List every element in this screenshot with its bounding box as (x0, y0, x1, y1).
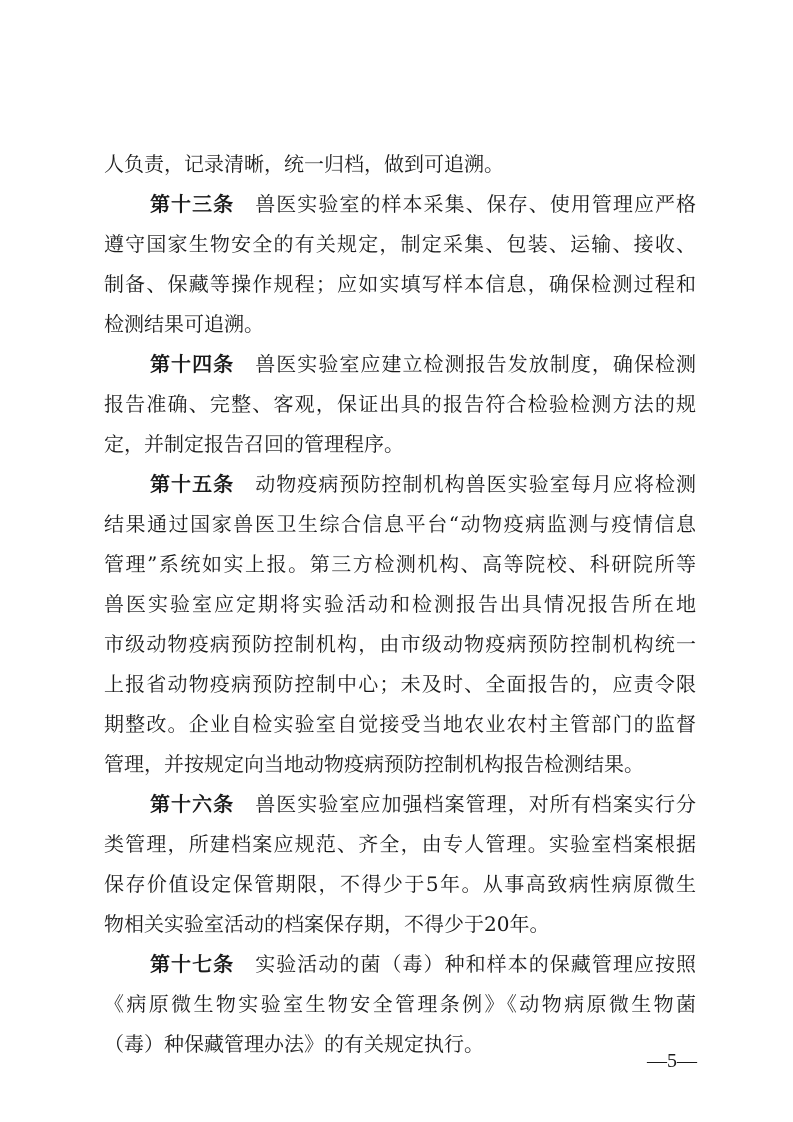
text-line: 遵守国家生物安全的有关规定，制定采集、包装、运输、接收、 (104, 232, 696, 256)
text-line: （毒）种保藏管理办法》的有关规定执行。 (104, 1032, 484, 1056)
text-line: 市级动物疫病预防控制机构，由市级动物疫病预防控制机构统一 (104, 632, 696, 656)
text-line: 《病原微生物实验室生物安全管理条例》《动物病原微生物菌 (104, 992, 696, 1016)
text-line: 管理，并按规定向当地动物疫病预防控制机构报告检测结果。 (104, 752, 644, 776)
text-line: 上报省动物疫病预防控制中心；未及时、全面报告的，应责令限 (104, 672, 696, 696)
article-13-heading: 第十三条 (150, 192, 235, 216)
text-line: 管理”系统如实上报。第三方检测机构、高等院校、科研院所等 (104, 552, 696, 576)
text-line: 兽医实验室应加强档案管理，对所有档案实行分 (255, 792, 697, 816)
text-line: 动物疫病预防控制机构兽医实验室每月应将检测 (255, 472, 697, 496)
text-line: 兽医实验室的样本采集、保存、使用管理应严格 (255, 192, 697, 216)
article-14-line (150, 344, 696, 384)
article-15-line (150, 464, 696, 504)
text-line: 人负责，记录清晰，统一归档，做到可追溯。 (104, 152, 504, 176)
text-line: 物相关实验室活动的档案保存期，不得少于20年。 (104, 912, 550, 936)
text-line: 兽医实验室应建立检测报告发放制度，确保检测 (255, 352, 697, 376)
text-line: 结果通过国家兽医卫生综合信息平台“动物疫病监测与疫情信息 (104, 512, 696, 536)
text-line: 实验活动的菌（毒）种和样本的保藏管理应按照 (255, 952, 697, 976)
text-line: 保存价值设定保管期限，不得少于5年。从事高致病性病原微生 (104, 872, 696, 896)
article-13-line (150, 184, 696, 224)
text-line: 定，并制定报告召回的管理程序。 (104, 432, 404, 456)
article-14-heading: 第十四条 (150, 352, 235, 376)
article-15-heading: 第十五条 (150, 472, 235, 496)
article-17-line (150, 944, 696, 984)
article-17-heading: 第十七条 (150, 952, 235, 976)
text-line: 检测结果可追溯。 (104, 312, 264, 336)
text-line: 制备、保藏等操作规程；应如实填写样本信息，确保检测过程和 (104, 272, 696, 296)
article-16-line (150, 784, 696, 824)
page-number: —5— (647, 1050, 697, 1072)
text-line: 兽医实验室应定期将实验活动和检测报告出具情况报告所在地 (104, 592, 696, 616)
text-line: 类管理，所建档案应规范、齐全，由专人管理。实验室档案根据 (104, 832, 696, 856)
article-16-heading: 第十六条 (150, 792, 235, 816)
text-line: 期整改。企业自检实验室自觉接受当地农业农村主管部门的监督 (104, 712, 696, 736)
text-line: 报告准确、完整、客观，保证出具的报告符合检验检测方法的规 (104, 392, 696, 416)
